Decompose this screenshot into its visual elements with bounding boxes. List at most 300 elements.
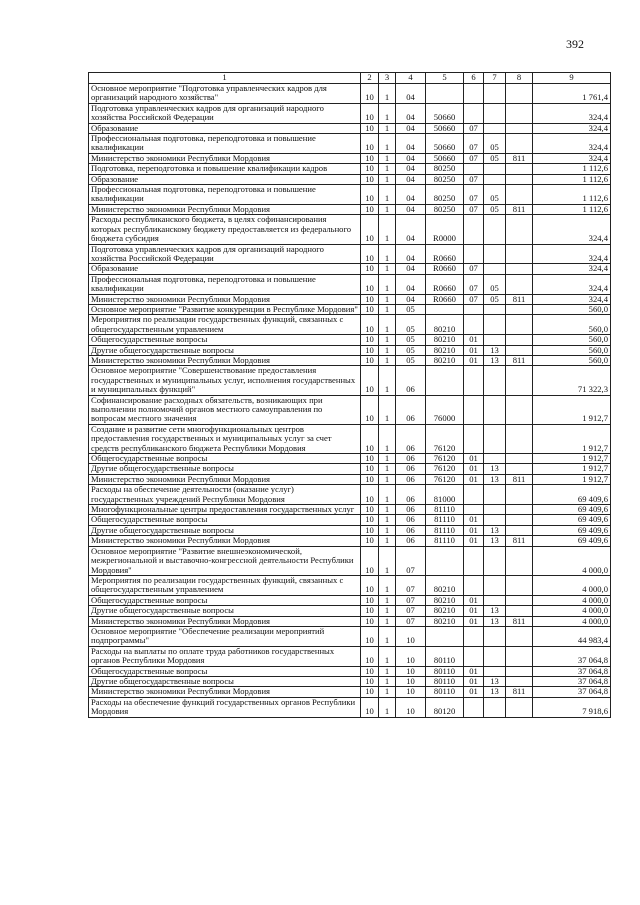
target-article-cell: R0000: [426, 215, 464, 244]
code-cell-3: 1: [379, 244, 396, 264]
target-article-cell: 81110: [426, 505, 464, 515]
table-row: [89, 395, 611, 424]
code-cell-4: 04: [396, 123, 426, 133]
amount-cell: 69 409,6: [533, 485, 611, 505]
amount-cell: 324,4: [533, 134, 611, 154]
section-cell: 07: [464, 153, 484, 163]
ministry-code-cell: [506, 697, 533, 717]
target-article-cell: 80120: [426, 697, 464, 717]
table-row: [89, 464, 611, 474]
code-cell-2: 10: [361, 304, 379, 314]
table-row: [89, 676, 611, 686]
code-cell-2: 10: [361, 164, 379, 174]
section-cell: 01: [464, 454, 484, 464]
table-row: [89, 123, 611, 133]
amount-cell: 37 064,8: [533, 666, 611, 676]
ministry-code-cell: [506, 123, 533, 133]
row-name-cell: Министерство экономики Республики Мордовия: [89, 153, 361, 163]
code-cell-2: 10: [361, 315, 379, 335]
column-header-2: 2: [361, 73, 379, 84]
row-name-cell: Общегосударственные вопросы: [89, 335, 361, 345]
target-article-cell: 80210: [426, 315, 464, 335]
ministry-code-cell: [506, 595, 533, 605]
section-cell: 01: [464, 616, 484, 626]
subsection-cell: 13: [484, 687, 506, 697]
target-article-cell: 76120: [426, 464, 464, 474]
code-cell-3: 1: [379, 474, 396, 484]
row-name-cell: Общегосударственные вопросы: [89, 666, 361, 676]
code-cell-3: 1: [379, 606, 396, 616]
ministry-code-cell: [506, 366, 533, 395]
table-row: [89, 153, 611, 163]
code-cell-2: 10: [361, 84, 379, 104]
code-cell-4: 04: [396, 134, 426, 154]
code-cell-3: 1: [379, 294, 396, 304]
code-cell-3: 1: [379, 395, 396, 424]
table-row: [89, 454, 611, 464]
target-article-cell: [426, 626, 464, 646]
target-article-cell: 81000: [426, 485, 464, 505]
code-cell-4: 05: [396, 315, 426, 335]
budget-table: [88, 72, 611, 718]
ministry-code-cell: [506, 164, 533, 174]
row-name-cell: Профессиональная подготовка, переподготовка и повышение квалификации: [89, 185, 361, 205]
amount-cell: 71 322,3: [533, 366, 611, 395]
section-cell: [464, 505, 484, 515]
ministry-code-cell: [506, 626, 533, 646]
subsection-cell: [484, 395, 506, 424]
amount-cell: 44 983,4: [533, 626, 611, 646]
code-cell-4: 05: [396, 355, 426, 365]
code-cell-3: 1: [379, 274, 396, 294]
row-name-cell: Министерство экономики Республики Мордовия: [89, 474, 361, 484]
code-cell-4: 06: [396, 366, 426, 395]
code-cell-4: 06: [396, 395, 426, 424]
ministry-code-cell: 811: [506, 204, 533, 214]
code-cell-2: 10: [361, 264, 379, 274]
section-cell: [464, 646, 484, 666]
table-row: [89, 575, 611, 595]
amount-cell: 4 000,0: [533, 595, 611, 605]
subsection-cell: [484, 304, 506, 314]
target-article-cell: 50660: [426, 123, 464, 133]
code-cell-4: 04: [396, 84, 426, 104]
code-cell-3: 1: [379, 366, 396, 395]
code-cell-2: 10: [361, 687, 379, 697]
target-article-cell: 80210: [426, 616, 464, 626]
row-name-cell: Основное мероприятие "Развитие внешнеэкономической, межрегиональной и выставочно-конгрессной деятельности Республики Мордовия": [89, 546, 361, 575]
code-cell-3: 1: [379, 134, 396, 154]
amount-cell: 69 409,6: [533, 505, 611, 515]
subsection-cell: [484, 575, 506, 595]
ministry-code-cell: [506, 505, 533, 515]
code-cell-3: 1: [379, 185, 396, 205]
row-name-cell: Общегосударственные вопросы: [89, 595, 361, 605]
code-cell-4: 07: [396, 606, 426, 616]
amount-cell: 4 000,0: [533, 575, 611, 595]
code-cell-4: 06: [396, 525, 426, 535]
amount-cell: 1 912,7: [533, 395, 611, 424]
amount-cell: 1 761,4: [533, 84, 611, 104]
amount-cell: 37 064,8: [533, 646, 611, 666]
table-row: [89, 616, 611, 626]
section-cell: [464, 304, 484, 314]
section-cell: 07: [464, 204, 484, 214]
row-name-cell: Министерство экономики Республики Мордовия: [89, 536, 361, 546]
row-name-cell: Министерство экономики Республики Мордовия: [89, 294, 361, 304]
ministry-code-cell: [506, 515, 533, 525]
code-cell-4: 10: [396, 676, 426, 686]
section-cell: 07: [464, 294, 484, 304]
section-cell: [464, 315, 484, 335]
row-name-cell: Образование: [89, 264, 361, 274]
code-cell-3: 1: [379, 646, 396, 666]
code-cell-2: 10: [361, 485, 379, 505]
row-name-cell: Основное мероприятие "Совершенствование предоставления государственных и муниципальных услуг, исполнения государственных и муниципальных функций": [89, 366, 361, 395]
code-cell-4: 10: [396, 697, 426, 717]
ministry-code-cell: [506, 454, 533, 464]
target-article-cell: R0660: [426, 244, 464, 264]
table-row: [89, 345, 611, 355]
subsection-cell: 05: [484, 204, 506, 214]
code-cell-4: 04: [396, 215, 426, 244]
target-article-cell: 76120: [426, 454, 464, 464]
row-name-cell: Другие общегосударственные вопросы: [89, 676, 361, 686]
section-cell: [464, 84, 484, 104]
subsection-cell: [484, 697, 506, 717]
section-cell: 07: [464, 123, 484, 133]
section-cell: 07: [464, 174, 484, 184]
subsection-cell: [484, 666, 506, 676]
code-cell-3: 1: [379, 174, 396, 184]
code-cell-4: 04: [396, 274, 426, 294]
section-cell: [464, 366, 484, 395]
ministry-code-cell: [506, 676, 533, 686]
code-cell-2: 10: [361, 505, 379, 515]
ministry-code-cell: [506, 575, 533, 595]
code-cell-3: 1: [379, 666, 396, 676]
column-header-7: 7: [484, 73, 506, 84]
code-cell-2: 10: [361, 185, 379, 205]
table-row: [89, 606, 611, 616]
subsection-cell: 13: [484, 355, 506, 365]
table-row: [89, 164, 611, 174]
section-cell: 01: [464, 515, 484, 525]
code-cell-4: 05: [396, 304, 426, 314]
subsection-cell: 13: [484, 616, 506, 626]
ministry-code-cell: [506, 606, 533, 616]
code-cell-2: 10: [361, 355, 379, 365]
ministry-code-cell: [506, 264, 533, 274]
row-name-cell: Софинансирование расходных обязательств, возникающих при выполнении полномочий органов местного самоуправления по вопросам местного значения: [89, 395, 361, 424]
ministry-code-cell: [506, 485, 533, 505]
code-cell-3: 1: [379, 546, 396, 575]
table-row: [89, 335, 611, 345]
amount-cell: 324,4: [533, 274, 611, 294]
code-cell-2: 10: [361, 335, 379, 345]
target-article-cell: 80250: [426, 185, 464, 205]
amount-cell: 324,4: [533, 103, 611, 123]
amount-cell: 1 912,7: [533, 474, 611, 484]
table-row: [89, 525, 611, 535]
code-cell-4: 07: [396, 575, 426, 595]
table-row: [89, 304, 611, 314]
ministry-code-cell: [506, 315, 533, 335]
ministry-code-cell: [506, 464, 533, 474]
code-cell-3: 1: [379, 215, 396, 244]
code-cell-3: 1: [379, 204, 396, 214]
subsection-cell: 05: [484, 274, 506, 294]
code-cell-2: 10: [361, 616, 379, 626]
section-cell: 01: [464, 676, 484, 686]
table-row: [89, 666, 611, 676]
ministry-code-cell: [506, 185, 533, 205]
target-article-cell: [426, 546, 464, 575]
ministry-code-cell: [506, 345, 533, 355]
code-cell-4: 04: [396, 204, 426, 214]
amount-cell: 1 912,7: [533, 464, 611, 474]
section-cell: [464, 546, 484, 575]
subsection-cell: [484, 646, 506, 666]
ministry-code-cell: 811: [506, 616, 533, 626]
section-cell: [464, 485, 484, 505]
code-cell-3: 1: [379, 525, 396, 535]
code-cell-4: 04: [396, 264, 426, 274]
subsection-cell: [484, 174, 506, 184]
code-cell-4: 05: [396, 335, 426, 345]
row-name-cell: Другие общегосударственные вопросы: [89, 345, 361, 355]
code-cell-3: 1: [379, 485, 396, 505]
column-header-5: 5: [426, 73, 464, 84]
code-cell-3: 1: [379, 304, 396, 314]
section-cell: 07: [464, 185, 484, 205]
amount-cell: 560,0: [533, 304, 611, 314]
table-row: [89, 244, 611, 264]
subsection-cell: 13: [484, 474, 506, 484]
row-name-cell: Другие общегосударственные вопросы: [89, 606, 361, 616]
section-cell: [464, 424, 484, 453]
target-article-cell: 50660: [426, 153, 464, 163]
row-name-cell: Расходы на обеспечение деятельности (оказание услуг) государственных учреждений Республики Мордовия: [89, 485, 361, 505]
ministry-code-cell: [506, 546, 533, 575]
code-cell-2: 10: [361, 697, 379, 717]
section-cell: [464, 395, 484, 424]
code-cell-2: 10: [361, 366, 379, 395]
subsection-cell: [484, 164, 506, 174]
code-cell-2: 10: [361, 546, 379, 575]
page-number: 392: [566, 37, 584, 51]
code-cell-4: 04: [396, 164, 426, 174]
section-cell: 01: [464, 335, 484, 345]
amount-cell: 324,4: [533, 123, 611, 133]
ministry-code-cell: [506, 335, 533, 345]
ministry-code-cell: 811: [506, 294, 533, 304]
code-cell-2: 10: [361, 204, 379, 214]
amount-cell: 37 064,8: [533, 676, 611, 686]
amount-cell: 560,0: [533, 345, 611, 355]
code-cell-2: 10: [361, 395, 379, 424]
ministry-code-cell: [506, 215, 533, 244]
subsection-cell: [484, 315, 506, 335]
code-cell-3: 1: [379, 676, 396, 686]
subsection-cell: [484, 454, 506, 464]
code-cell-4: 05: [396, 345, 426, 355]
ministry-code-cell: [506, 424, 533, 453]
code-cell-4: 10: [396, 646, 426, 666]
table-row: [89, 315, 611, 335]
row-name-cell: Министерство экономики Республики Мордовия: [89, 616, 361, 626]
amount-cell: 324,4: [533, 215, 611, 244]
target-article-cell: 76120: [426, 474, 464, 484]
code-cell-3: 1: [379, 697, 396, 717]
amount-cell: 69 409,6: [533, 525, 611, 535]
target-article-cell: 76000: [426, 395, 464, 424]
section-cell: 07: [464, 274, 484, 294]
table-row: [89, 505, 611, 515]
code-cell-4: 06: [396, 424, 426, 453]
target-article-cell: [426, 84, 464, 104]
subsection-cell: [484, 84, 506, 104]
table-row: [89, 595, 611, 605]
target-article-cell: 76120: [426, 424, 464, 453]
amount-cell: 1 112,6: [533, 174, 611, 184]
target-article-cell: 80210: [426, 345, 464, 355]
table-header-row: [89, 73, 611, 84]
section-cell: 01: [464, 525, 484, 535]
subsection-cell: [484, 485, 506, 505]
code-cell-3: 1: [379, 345, 396, 355]
subsection-cell: 05: [484, 134, 506, 154]
subsection-cell: [484, 215, 506, 244]
table-row: [89, 515, 611, 525]
target-article-cell: 81110: [426, 536, 464, 546]
row-name-cell: Расходы на обеспечение функций государственных органов Республики Мордовия: [89, 697, 361, 717]
table-row: [89, 294, 611, 304]
table-row: [89, 355, 611, 365]
ministry-code-cell: 811: [506, 687, 533, 697]
table-row: [89, 84, 611, 104]
ministry-code-cell: [506, 274, 533, 294]
code-cell-4: 04: [396, 103, 426, 123]
target-article-cell: 80210: [426, 355, 464, 365]
subsection-cell: 13: [484, 676, 506, 686]
code-cell-2: 10: [361, 274, 379, 294]
target-article-cell: 50660: [426, 134, 464, 154]
row-name-cell: Основное мероприятие "Развитие конкуренции в Республике Мордовия": [89, 304, 361, 314]
row-name-cell: Профессиональная подготовка, переподготовка и повышение квалификации: [89, 134, 361, 154]
amount-cell: 4 000,0: [533, 616, 611, 626]
amount-cell: 560,0: [533, 335, 611, 345]
row-name-cell: Мероприятия по реализации государственных функций, связанных с общегосударственным управлением: [89, 315, 361, 335]
subsection-cell: [484, 123, 506, 133]
code-cell-2: 10: [361, 153, 379, 163]
column-header-1: 1: [89, 73, 361, 84]
code-cell-2: 10: [361, 525, 379, 535]
ministry-code-cell: [506, 304, 533, 314]
amount-cell: 1 912,7: [533, 454, 611, 464]
table-row: [89, 485, 611, 505]
table-row: [89, 474, 611, 484]
section-cell: 01: [464, 687, 484, 697]
amount-cell: 560,0: [533, 355, 611, 365]
target-article-cell: 81110: [426, 515, 464, 525]
table-row: [89, 536, 611, 546]
subsection-cell: 05: [484, 294, 506, 304]
ministry-code-cell: [506, 646, 533, 666]
amount-cell: 4 000,0: [533, 546, 611, 575]
code-cell-2: 10: [361, 345, 379, 355]
amount-cell: 324,4: [533, 153, 611, 163]
section-cell: [464, 697, 484, 717]
row-name-cell: Подготовка управленческих кадров для организаций народного хозяйства Российской Федерации: [89, 244, 361, 264]
code-cell-2: 10: [361, 646, 379, 666]
amount-cell: 4 000,0: [533, 606, 611, 616]
row-name-cell: Другие общегосударственные вопросы: [89, 464, 361, 474]
code-cell-2: 10: [361, 626, 379, 646]
code-cell-4: 04: [396, 185, 426, 205]
subsection-cell: [484, 424, 506, 453]
code-cell-2: 10: [361, 174, 379, 184]
ministry-code-cell: [506, 666, 533, 676]
section-cell: 01: [464, 474, 484, 484]
target-article-cell: [426, 304, 464, 314]
subsection-cell: [484, 546, 506, 575]
ministry-code-cell: [506, 103, 533, 123]
code-cell-3: 1: [379, 454, 396, 464]
code-cell-3: 1: [379, 335, 396, 345]
code-cell-2: 10: [361, 595, 379, 605]
code-cell-2: 10: [361, 536, 379, 546]
amount-cell: 324,4: [533, 244, 611, 264]
code-cell-2: 10: [361, 103, 379, 123]
table-row: [89, 646, 611, 666]
section-cell: 07: [464, 134, 484, 154]
row-name-cell: Мероприятия по реализации государственных функций, связанных с общегосударственным управлением: [89, 575, 361, 595]
subsection-cell: 13: [484, 525, 506, 535]
subsection-cell: [484, 505, 506, 515]
row-name-cell: Многофункциональные центры предоставления государственных услуг: [89, 505, 361, 515]
code-cell-2: 10: [361, 666, 379, 676]
code-cell-4: 06: [396, 536, 426, 546]
code-cell-2: 10: [361, 575, 379, 595]
amount-cell: 1 112,6: [533, 164, 611, 174]
row-name-cell: Основное мероприятие "Подготовка управленческих кадров для организаций народного хозяйства": [89, 84, 361, 104]
target-article-cell: 80110: [426, 687, 464, 697]
column-header-6: 6: [464, 73, 484, 84]
ministry-code-cell: [506, 525, 533, 535]
table-row: [89, 424, 611, 453]
code-cell-2: 10: [361, 676, 379, 686]
amount-cell: 7 918,6: [533, 697, 611, 717]
code-cell-2: 10: [361, 606, 379, 616]
code-cell-3: 1: [379, 424, 396, 453]
ministry-code-cell: [506, 244, 533, 264]
subsection-cell: [484, 626, 506, 646]
table-row: [89, 215, 611, 244]
subsection-cell: [484, 366, 506, 395]
code-cell-4: 06: [396, 454, 426, 464]
code-cell-2: 10: [361, 454, 379, 464]
section-cell: [464, 164, 484, 174]
section-cell: 01: [464, 464, 484, 474]
code-cell-3: 1: [379, 355, 396, 365]
row-name-cell: Расходы республиканского бюджета, в целях софинансирования которых республиканскому бюджету предоставляется из федерального бюджета субсидия: [89, 215, 361, 244]
subsection-cell: 05: [484, 185, 506, 205]
target-article-cell: 80110: [426, 646, 464, 666]
subsection-cell: [484, 595, 506, 605]
section-cell: [464, 626, 484, 646]
section-cell: 01: [464, 345, 484, 355]
